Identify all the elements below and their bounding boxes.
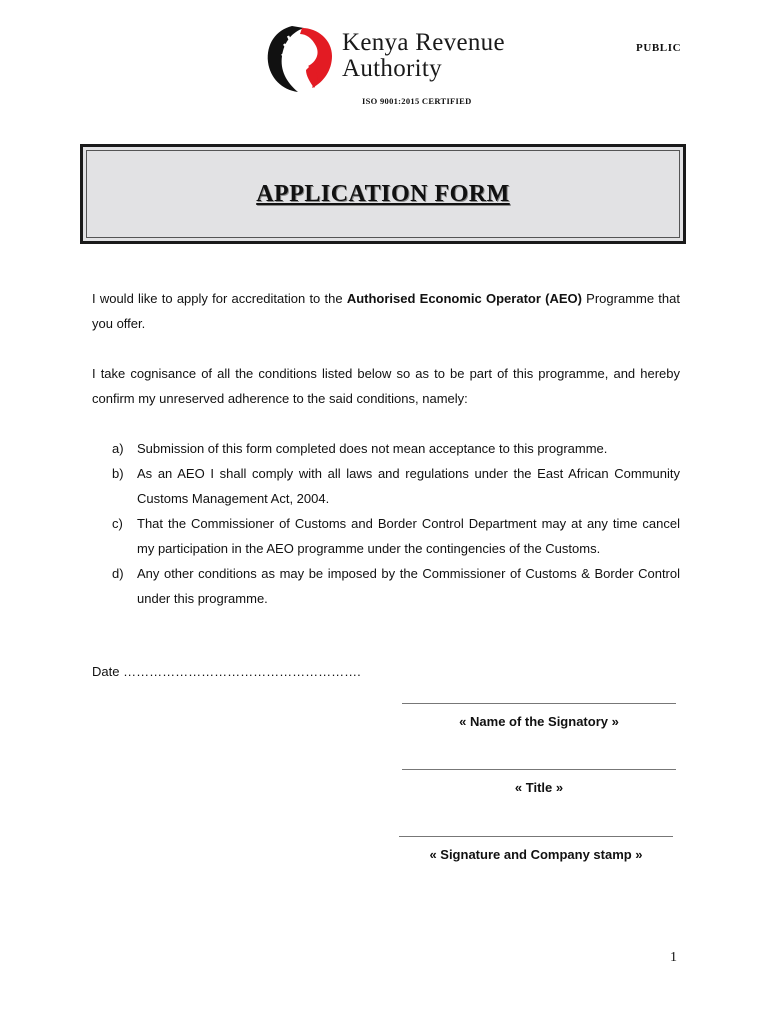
condition-letter: d) <box>112 566 124 581</box>
condition-letter: c) <box>112 516 123 531</box>
page-number: 1 <box>670 950 677 965</box>
condition-text: Submission of this form completed does not mean acceptance to this programme. <box>137 441 608 456</box>
signatory-name-block[interactable] <box>402 703 676 729</box>
title-box <box>80 144 686 244</box>
condition-item <box>92 511 680 561</box>
condition-item <box>92 436 680 461</box>
condition-text: That the Commissioner of Customs and Border Control Department may at any time cancel my participation in the AEO programme under the contingencies of the Customs. <box>137 516 680 556</box>
conditions-list <box>92 436 680 611</box>
condition-text: As an AEO I shall comply with all laws and regulations under the East African Community Customs Management Act, 2004. <box>137 466 680 506</box>
intro-text-start: I would like to apply for accreditation to the <box>92 291 347 306</box>
signature-stamp-label: « Signature and Company stamp » <box>429 847 643 862</box>
classification-label: PUBLIC <box>636 42 682 54</box>
signatory-name-label: « Name of the Signatory » <box>459 714 619 729</box>
aeo-program-name: Authorised Economic Operator (AEO) <box>346 291 582 306</box>
condition-text: Any other conditions as may be imposed by the Commissioner of Customs & Border Control under this programme. <box>137 566 680 606</box>
condition-item <box>92 561 680 611</box>
condition-letter: a) <box>112 441 124 456</box>
signatory-name-line <box>402 703 676 704</box>
signature-stamp-block[interactable] <box>399 836 673 862</box>
cognisance-paragraph: I take cognisance of all the conditions listed below so as to be part of this programme, and hereby confirm my unreserved adherence to the said conditions, namely: <box>92 366 680 406</box>
kra-lion-logo-icon <box>262 22 336 94</box>
condition-item <box>92 461 680 511</box>
intro-text-end: Programme that you offer. <box>92 291 680 331</box>
signature-line <box>399 836 673 837</box>
date-field[interactable]: Date ………………………………………………. <box>92 664 361 679</box>
iso-certification: ISO 9001:2015 CERTIFIED <box>362 96 472 106</box>
intro-paragraph <box>92 286 680 336</box>
organization-name-line2: Authority <box>342 55 442 82</box>
form-title: APPLICATION FORM <box>256 181 510 207</box>
title-block[interactable] <box>402 769 676 795</box>
title-label: « Title » <box>514 780 564 795</box>
title-line <box>402 769 676 770</box>
organization-name-line1: Kenya Revenue <box>342 29 505 56</box>
condition-letter: b) <box>112 466 124 481</box>
organization-name <box>342 30 505 82</box>
